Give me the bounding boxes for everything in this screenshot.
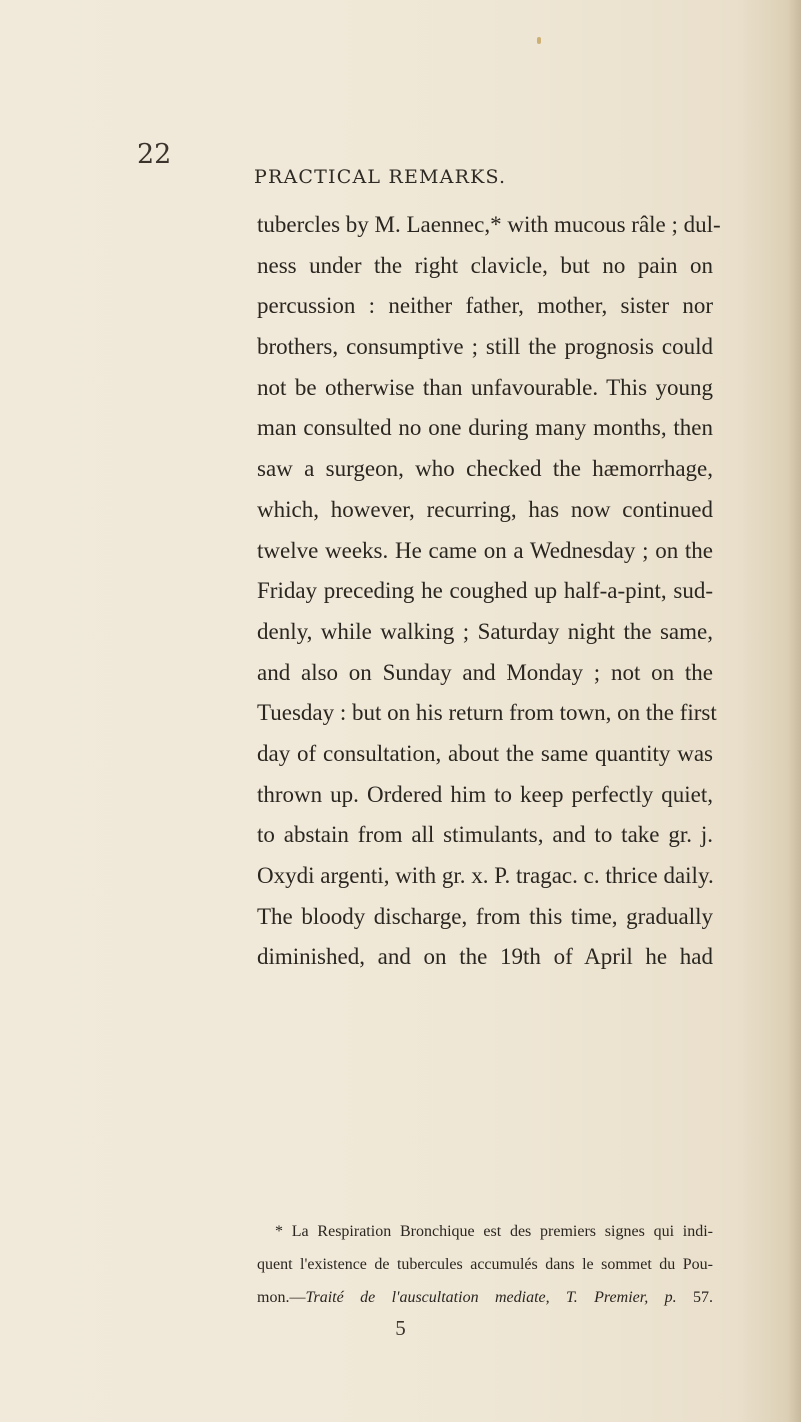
footnote-citation: Traité de l'auscultation mediate, T. Premier, p.: [305, 1289, 677, 1306]
text-line: to abstain from all stimulants, and to take gr. j.: [257, 822, 713, 848]
text-line: brothers, consumptive ; still the prognosis could: [257, 334, 713, 360]
text-line: day of consultation, about the same quantity was: [257, 740, 713, 766]
text-line: thrown up. Ordered him to keep perfectly quiet,: [257, 781, 713, 807]
text-line: The bloody discharge, from this time, gradually: [257, 903, 713, 929]
text-line: percussion : neither father, mother, sister nor: [257, 293, 713, 319]
text-line: denly, while walking ; Saturday night the same,: [257, 618, 713, 644]
footnote-line: [257, 1281, 713, 1314]
footnote-line: [257, 1215, 713, 1248]
text-line: and also on Sunday and Monday ; not on the: [257, 659, 713, 685]
text-line: man consulted no one during many months, then: [257, 415, 713, 441]
text-line: Tuesday : but on his return from town, on the first: [257, 700, 717, 726]
text-line: which, however, recurring, has now continued: [257, 496, 713, 522]
text-line: diminished, and on the 19th of April he had: [257, 944, 713, 970]
footnote-line: quent l'existence de tubercules accumulés dans le sommet du Pou-: [257, 1256, 713, 1273]
text-line: Oxydi argenti, with gr. x. P. tragac. c. thrice daily.: [257, 863, 714, 888]
footnote: [257, 1215, 713, 1314]
paper-speck: [537, 37, 541, 44]
text-line: twelve weeks. He came on a Wednesday ; on the: [257, 537, 713, 563]
footnote-page-ref: 57.: [693, 1289, 714, 1306]
footnote-text: La Respiration Bronchique est des premiers signes qui indi-: [291, 1223, 714, 1240]
text-line: Friday preceding he coughed up half-a-pint, sud-: [257, 578, 713, 604]
text-line: not be otherwise than unfavourable. This young: [257, 374, 713, 400]
page-number: 22: [137, 139, 172, 170]
signature-mark: 5: [395, 1316, 406, 1340]
text-line: saw a surgeon, who checked the hæmorrhage,: [257, 456, 713, 482]
page-edge-shadow: [787, 0, 801, 1422]
text-line: tubercles by M. Laennec,* with mucous râle ; dul-: [257, 212, 721, 237]
body-text: [257, 205, 721, 978]
running-head: PRACTICAL REMARKS.: [254, 166, 507, 188]
footnote-marker: *: [275, 1223, 283, 1240]
footnote-text: mon.—: [257, 1289, 306, 1306]
text-line: ness under the right clavicle, but no pain on: [257, 252, 713, 278]
